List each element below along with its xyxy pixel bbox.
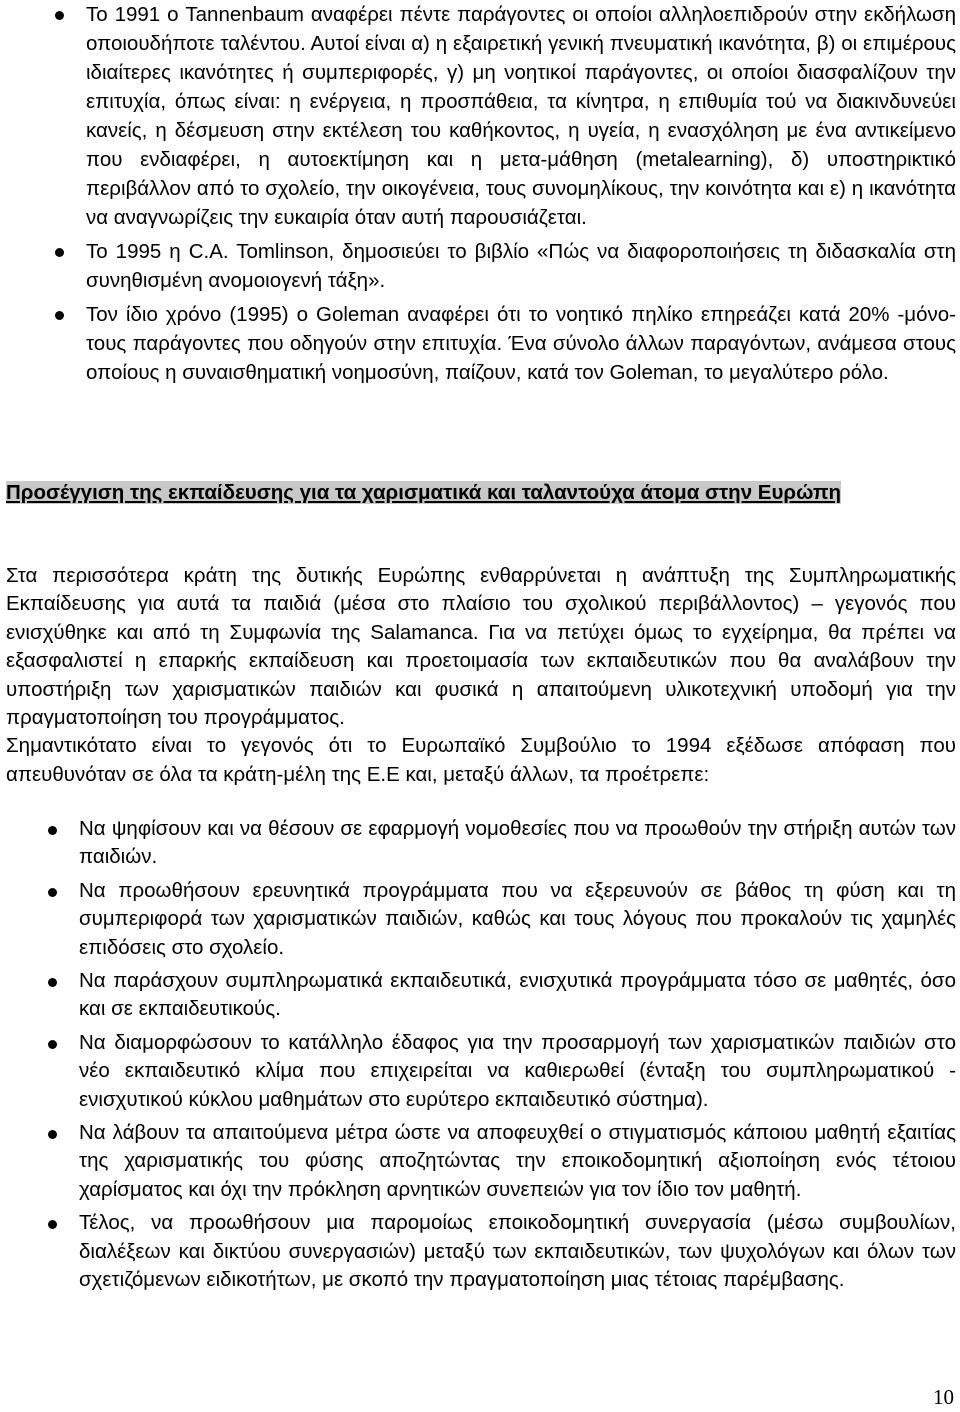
list-item-text: Το 1995 η C.A. Tomlinson, δημοσιεύει το βιβλίο «Πώς να διαφοροποιήσεις τη διδασκαλία στη συνηθισμένη ανομοιογενή τάξη». (86, 240, 956, 292)
list-item (79, 1029, 956, 1114)
bullet-icon (48, 978, 57, 987)
list-item-text: Να ψηφίσουν και να θέσουν σε εφαρμογή νομοθεσίες που να προωθούν την στήριξη αυτών των παιδιών. (79, 817, 956, 869)
section-heading-text: Προσέγγιση της εκπαίδευσης για τα χαρισματικά και ταλαντούχα άτομα στην Ευρώπη (6, 481, 842, 504)
bullet-icon (48, 1130, 57, 1139)
list-item (86, 300, 956, 387)
list-item-text: Να λάβουν τα απαιτούμενα μέτρα ώστε να αποφευχθεί ο στιγματισμός κάποιου μαθητή εξαιτίας της χαρισματικής του φύσης αποζητώντας την εποικοδομητική αξιοποίηση ενός τέτοιου χαρίσματος και όχι την πρόκληση αρνητικών συνεπειών για τον ίδιο τον μαθητή. (79, 1121, 956, 1201)
paragraph: Σημαντικότατο είναι το γεγονός ότι το Ευρωπαϊκό Συμβούλιο το 1994 εξέδωσε απόφαση που απευθυνόταν σε όλα τα κράτη-μέλη της Ε.Ε και, μεταξύ άλλων, τα προέτρεπε: (6, 734, 956, 786)
list-item-text: Να προωθήσουν ερευνητικά προγράμματα που να εξερευνούν σε βάθος τη φύση και τη συμπεριφορά των χαρισματικών παιδιών, καθώς και τους λόγους που προκαλούν τις χαμηλές επιδόσεις στο σχολείο. (79, 878, 956, 959)
section-heading (6, 478, 956, 507)
body-paragraphs (6, 562, 956, 789)
bottom-bullet-list (79, 815, 956, 1300)
bullet-icon (48, 826, 57, 835)
list-item-text: Να διαμορφώσουν το κατάλληλο έδαφος για την προσαρμογή των χαρισματικών παιδιών στο νέο εκπαιδευτικό κλίμα που επιχειρείται να καθιερωθεί (ένταξη του συμπληρωματικού - ενισχυτικού κύκλου μαθημάτων στο ευρύτερο εκπαιδευτικό σύστημα). (79, 1030, 956, 1111)
list-item-text: Να παράσχουν συμπληρωματικά εκπαιδευτικά, ενισχυτικά προγράμματα τόσο σε μαθητές, όσο και σε εκπαιδευτικούς. (79, 969, 956, 1021)
bullet-icon (48, 1220, 57, 1229)
bullet-icon (48, 888, 57, 897)
list-item (79, 815, 956, 872)
paragraph: Στα περισσότερα κράτη της δυτικής Ευρώπης ενθαρρύνεται η ανάπτυξη της Συμπληρωματικής Εκπαίδευσης για αυτά τα παιδιά (μέσα στο πλαίσιο του σχολικού περιβάλλοντος) – γεγονός που ενισχύθηκε και από τη Συμφωνία της Salamanca. Για να πετύχει όμως το εγχείρημα, θα πρέπει να εξασφαλιστεί η επαρκής εκπαίδευση και προετοιμασία των εκπαιδευτικών που θα αναλάβουν την υποστήριξη των χαρισματικών παιδιών και φυσικά η απαιτούμενη υλικοτεχνική υποδομή για την πραγματοποίηση του προγράμματος. (6, 564, 956, 730)
bullet-icon (48, 1040, 57, 1049)
list-item (86, 0, 956, 232)
list-item (86, 237, 956, 295)
list-item (79, 1209, 956, 1294)
top-bullet-list (86, 0, 956, 392)
list-item-text: Τέλος, να προωθήσουν μια παρομοίως εποικοδομητική συνεργασία (μέσω συμβουλίων, διαλέξεων και δικτύου συνεργασιών) μεταξύ των εκπαιδευτικών, των ψυχολόγων και όλων των σχετιζόμενων ειδικοτήτων, με σκοπό την πραγματοποίηση μιας τέτοιας παρέμβασης. (79, 1211, 956, 1292)
list-item-text: Το 1991 ο Tannenbaum αναφέρει πέντε παράγοντες οι οποίοι αλληλοεπιδρούν στην εκδήλωση οποιουδήποτε ταλέντου. Αυτοί είναι α) η εξαιρετική γενική πνευματική ικανότητα, β) οι επιμέρους ιδιαίτερες ικανότητες ή συμπεριφορές, γ) μη νοητικοί παράγοντες, οι οποίοι διασφαλίζουν την επιτυχία, όπως είναι: η ενέργεια, η προσπάθεια, τα κίνητρα, η επιθυμία τού να διακινδυνεύει κανείς, η δέσμευση στην εκτέλεση του καθήκοντος, η υγεία, η ενασχόληση με ένα αντικείμενο που ενδιαφέρει, η αυτοεκτίμηση και η μετα-μάθηση (metalearning), δ) υποστηρικτικό περιβάλλον από το σχολείο, την οικογένεια, τους συνομηλίκους, την κοινότητα και ε) η ικανότητα να αναγνωρίζεις την ευκαιρία όταν αυτή παρουσιάζεται. (86, 3, 956, 229)
list-item (79, 877, 956, 962)
list-item (79, 967, 956, 1024)
page-number: 10 (933, 1385, 954, 1409)
bullet-icon (55, 311, 64, 320)
bullet-icon (55, 248, 64, 257)
list-item-text: Τον ίδιο χρόνο (1995) ο Goleman αναφέρει ότι το νοητικό πηλίκο επηρεάζει κατά 20% -μόνο- τους παράγοντες που οδηγούν στην επιτυχία. Ένα σύνολο άλλων παραγόντων, ανάμεσα στους οποίους η συναισθηματική νοημοσύνη, παίζουν, κατά τον Goleman, το μεγαλύτερο ρόλο. (86, 303, 956, 384)
list-item (79, 1119, 956, 1204)
bullet-icon (55, 11, 64, 20)
